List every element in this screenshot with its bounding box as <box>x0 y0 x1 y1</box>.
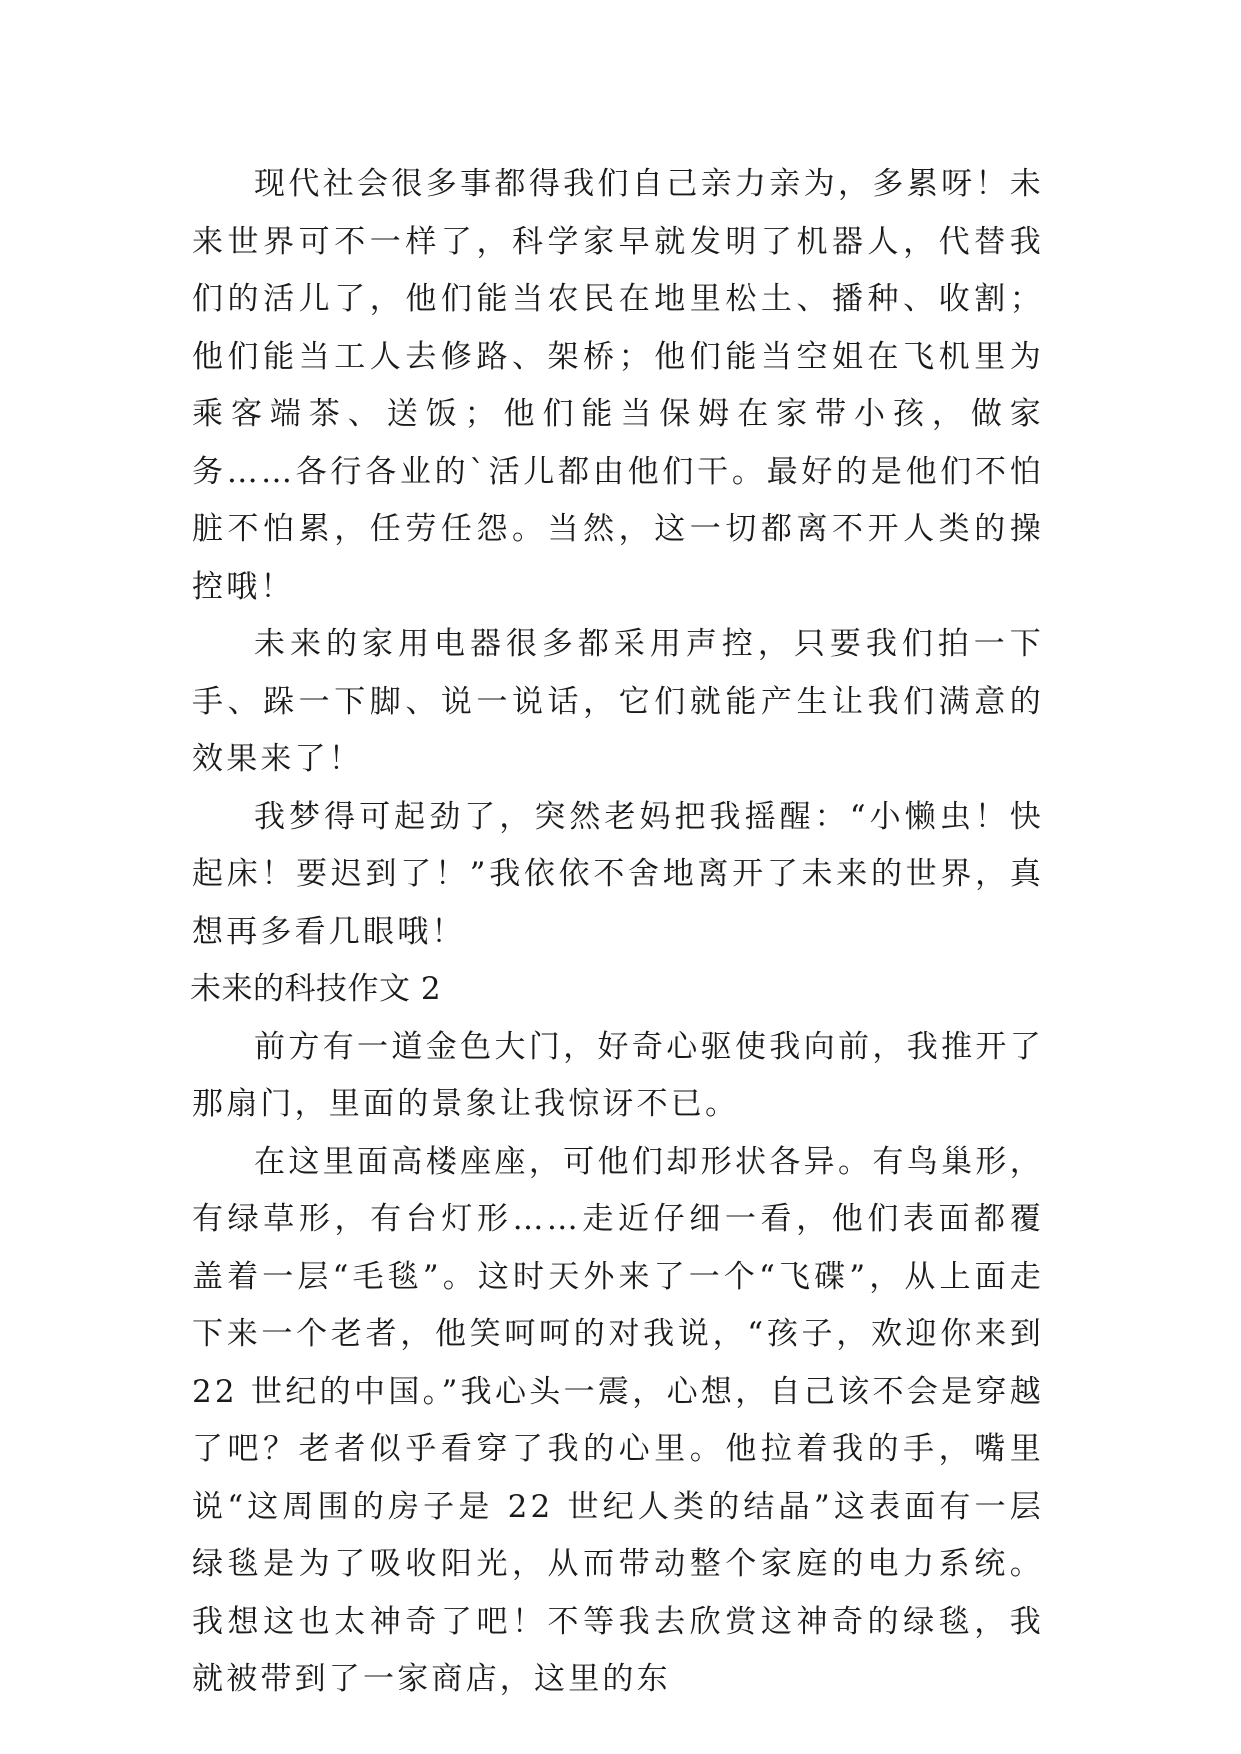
paragraph-wake-up: 我梦得可起劲了，突然老妈把我摇醒：“小懒虫！快起床！要迟到了！”我依依不舍地离开了未来的世界，真想再多看几眼哦！ <box>192 798 1044 950</box>
paragraph-golden-door: 前方有一道金色大门，好奇心驱使我向前，我推开了那扇门，里面的景象让我惊讶不已。 <box>192 1028 1044 1122</box>
essay-heading: 未来的科技作文 2 <box>190 971 442 1007</box>
document-body <box>192 156 1044 1709</box>
paragraph-robots: 现代社会很多事都得我们自己亲力亲为，多累呀！未来世界可不一样了，科学家早就发明了机器人，代替我们的活儿了，他们能当农民在地里松土、播种、收割；他们能当工人去修路、架桥；他们能当空姐在飞机里为乘客端茶、送饭；他们能当保姆在家带小孩，做家务……各行各业的`活儿都由他们干。最好的是他们不怕脏不怕累，任劳任怨。当然，这一切都离不开人类的操控哦！ <box>192 166 1044 605</box>
paragraph-future-city: 在这里面高楼座座，可他们却形状各异。有鸟巢形，有绿草形，有台灯形……走近仔细一看，他们表面都覆盖着一层“毛毯”。这时天外来了一个“飞碟”，从上面走下来一个老者，他笑呵呵的对我说，“孩子，欢迎你来到 22 世纪的中国。”我心头一震，心想，自己该不会是穿越了吧？老者似乎看穿了我的心里。他拉着我的手，嘴里说“这周围的房子是 22 世纪人类的结晶”这表面有一层绿毯是为了吸收阳光，从而带动整个家庭的电力系统。我想这也太神奇了吧！不等我去欣赏这神奇的绿毯，我就被带到了一家商店，这里的东 <box>192 1143 1044 1697</box>
paragraph-voice-control: 未来的家用电器很多都采用声控，只要我们拍一下手、跺一下脚、说一说话，它们就能产生让我们满意的效果来了！ <box>192 626 1044 777</box>
